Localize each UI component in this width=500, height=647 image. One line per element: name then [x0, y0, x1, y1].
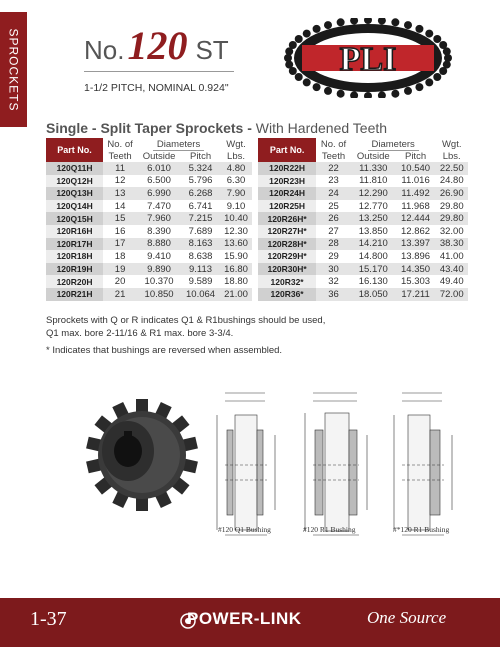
subtitle: 1-1/2 PITCH, NOMINAL 0.924": [84, 82, 229, 94]
gear-tooth: [313, 83, 321, 91]
part-no-cell: 120R36*: [258, 288, 316, 301]
gear-tooth: [337, 18, 345, 26]
teeth-cell: 22: [316, 162, 351, 175]
pitch-dia-cell: 11.016: [401, 175, 430, 187]
part-no-cell: 120Q11H: [46, 162, 103, 175]
weight-cell: 24.80: [439, 175, 464, 187]
outside-dia-cell: 6.990: [137, 187, 181, 200]
col-no-of: No. of: [320, 138, 347, 150]
teeth-cell: 19: [103, 263, 137, 276]
col-teeth: Teeth: [321, 150, 346, 162]
outside-dia-cell: 10.370: [144, 276, 174, 288]
gear-tooth: [378, 91, 386, 98]
teeth-cell: 16: [114, 225, 126, 237]
page-number: 1-37: [30, 608, 67, 630]
pitch-dia-cell: 8.638: [188, 250, 213, 262]
table-row: [258, 250, 468, 263]
weight-cell: 21.00: [220, 288, 252, 301]
pitch-dia-cell: 12.444: [396, 212, 436, 225]
pli-logo: [283, 18, 453, 98]
pitch-dia-cell: 13.397: [396, 238, 436, 251]
outside-dia-cell: 13.850: [358, 225, 388, 237]
pitch-dia-cell: 11.968: [401, 200, 430, 212]
gear-tooth: [364, 18, 372, 24]
gear-tooth: [425, 78, 433, 86]
weight-cell: 6.30: [226, 175, 246, 187]
col-wgt: Wgt.: [441, 138, 462, 150]
table-row: [258, 212, 468, 225]
part-no-cell: 120R18H: [46, 250, 103, 263]
pitch-dia-cell: 5.796: [188, 175, 213, 187]
part-no-cell: 120R20H: [46, 275, 103, 288]
gear-tooth: [404, 21, 412, 29]
r1-bushing-drawing: [295, 385, 385, 545]
col-diameters: [351, 138, 436, 150]
outside-dia-cell: 10.850: [137, 288, 181, 301]
weight-cell: 16.80: [220, 263, 252, 276]
teeth-cell: 14: [114, 200, 126, 212]
weight-cell: 10.40: [220, 212, 252, 225]
teeth-cell: 24: [316, 187, 351, 200]
table-row: [258, 187, 468, 200]
outside-dia-cell: 16.130: [358, 276, 388, 288]
part-no-cell: 120R24H: [258, 187, 316, 200]
part-no-cell: 120R23H: [258, 175, 316, 188]
col-outside: Outside: [356, 150, 390, 162]
outside-dia-cell: 14.210: [351, 238, 396, 251]
teeth-cell: 25: [328, 200, 339, 212]
weight-cell: 38.30: [435, 238, 468, 251]
teeth-cell: 36: [316, 288, 351, 301]
teeth-cell: 30: [316, 263, 351, 276]
outside-dia-cell: 6.010: [137, 162, 181, 175]
weight-cell: 9.10: [226, 200, 246, 212]
table-row: [46, 225, 252, 238]
spec-table-left: [46, 138, 252, 301]
part-no-cell: 120R27H*: [258, 225, 316, 238]
note-bushing: Sprockets with Q or R indicates Q1 & R1bushings should be used,: [46, 315, 326, 326]
part-no-cell: 120R28H*: [258, 238, 316, 251]
gear-tooth: [433, 35, 441, 43]
note-max-bore: Q1 max. bore 2-11/16 & R1 max. bore 3-3/4.: [46, 328, 234, 339]
part-no-cell: 120R30H*: [258, 263, 316, 276]
teeth-cell: 27: [328, 225, 339, 237]
section-title: [46, 120, 387, 136]
pitch-dia-cell: 15.303: [401, 276, 431, 288]
teeth-cell: 11: [103, 162, 137, 175]
caption-r1: #120 R1 Bushing: [303, 525, 356, 534]
table-row: [258, 263, 468, 276]
col-diameters-label: Diameters: [368, 139, 419, 151]
gear-tooth: [378, 18, 386, 25]
pitch-dia-cell: 11.492: [396, 187, 436, 200]
gear-tooth: [289, 41, 297, 49]
part-no-cell: 120Q13H: [46, 187, 103, 200]
table-row: [46, 175, 252, 188]
teeth-cell: 15: [103, 212, 137, 225]
part-no-cell: 120R17H: [46, 238, 103, 251]
outside-dia-cell: 7.470: [147, 200, 171, 212]
tagline: One Source: [367, 608, 447, 627]
outside-dia-cell: 7.960: [137, 212, 181, 225]
gear-tooth: [313, 25, 321, 33]
col-pitch: Pitch: [189, 150, 212, 162]
gear-tooth: [324, 87, 332, 95]
table-row: [46, 187, 252, 200]
pitch-dia-cell: 6.741: [188, 200, 213, 212]
teeth-cell: 26: [316, 212, 351, 225]
part-no-cell: 120R22H: [258, 162, 316, 175]
col-outside: Outside: [142, 150, 176, 162]
teeth-cell: 13: [103, 187, 137, 200]
pitch-dia-cell: 10.064: [181, 288, 220, 301]
logo-text: PLI: [339, 41, 397, 78]
gear-tooth: [391, 90, 399, 98]
gear-tooth: [364, 92, 372, 98]
col-lbs: Lbs.: [227, 150, 245, 162]
outside-dia-cell: 15.170: [351, 263, 396, 276]
table-row: [258, 238, 468, 251]
part-no-cell: 120R25H: [258, 200, 316, 213]
weight-cell: 22.50: [435, 162, 468, 175]
pitch-dia-cell: 12.862: [401, 225, 431, 237]
teeth-cell: 20: [114, 276, 126, 288]
outside-dia-cell: 9.890: [137, 263, 181, 276]
gear-tooth: [425, 30, 433, 38]
part-no-cell: 120Q15H: [46, 212, 103, 225]
weight-cell: 7.90: [220, 187, 252, 200]
title-rule: [84, 71, 234, 72]
outside-dia-cell: 11.810: [359, 175, 388, 187]
col-teeth: Teeth: [108, 150, 132, 162]
table-row: [46, 275, 252, 288]
table-row: [258, 275, 468, 288]
pitch-dia-cell: 13.896: [401, 250, 431, 262]
weight-cell: 18.80: [224, 276, 248, 288]
gear-tooth: [439, 67, 447, 75]
gear-tooth: [303, 30, 311, 38]
gear-tooth: [350, 18, 358, 25]
brand-name: POWER-LINK: [187, 609, 302, 628]
weight-cell: 72.00: [435, 288, 468, 301]
section-title-sub: With Hardened Teeth: [255, 120, 388, 136]
table-row: [46, 263, 252, 276]
sprocket-photo: [80, 375, 200, 535]
teeth-cell: 23: [328, 175, 339, 187]
pitch-dia-cell: 9.113: [181, 263, 220, 276]
part-no-cell: 120R26H*: [258, 212, 316, 225]
pitch-dia-cell: 7.689: [188, 225, 213, 237]
weight-cell: 29.80: [435, 212, 468, 225]
part-no-cell: 120R32*: [258, 275, 316, 288]
teeth-cell: 32: [328, 276, 339, 288]
col-pitch: Pitch: [404, 150, 427, 162]
title-number: 120: [127, 23, 188, 68]
table-row: [258, 288, 468, 301]
weight-cell: 43.40: [435, 263, 468, 276]
weight-cell: 29.80: [439, 200, 464, 212]
col-part-no: Part No.: [258, 138, 316, 162]
gear-tooth: [391, 18, 399, 26]
teeth-cell: 12: [114, 175, 126, 187]
title-block: [84, 22, 234, 94]
table-row: [46, 288, 252, 301]
weight-cell: 4.80: [220, 162, 252, 175]
outside-dia-cell: 13.250: [351, 212, 396, 225]
gear-tooth: [337, 90, 345, 98]
pitch-dia-cell: 10.540: [396, 162, 436, 175]
gear-tooth: [433, 73, 441, 81]
table-row: [46, 162, 252, 175]
weight-cell: 26.90: [435, 187, 468, 200]
outside-dia-cell: 14.800: [358, 250, 388, 262]
pitch-dia-cell: 9.589: [188, 276, 213, 288]
gear-tooth: [443, 47, 451, 55]
caption-q1: #120 Q1 Bushing: [218, 525, 271, 534]
q1-bushing-drawing: [205, 385, 295, 545]
table-row: [46, 200, 252, 213]
section-title-main: Single - Split Taper Sprockets -: [46, 120, 256, 136]
col-diameters: [137, 138, 220, 150]
pitch-dia-cell: 6.268: [181, 187, 220, 200]
gear-tooth: [324, 21, 332, 29]
outside-dia-cell: 12.770: [358, 200, 388, 212]
pitch-dia-cell: 17.211: [396, 288, 436, 301]
part-no-cell: 120R19H: [46, 263, 103, 276]
outside-dia-cell: 18.050: [351, 288, 396, 301]
title-line: [84, 22, 234, 69]
notes: [46, 314, 466, 357]
gear-tooth: [295, 35, 303, 43]
part-no-cell: 120R21H: [46, 288, 103, 301]
spec-rows-right: [258, 162, 468, 301]
spec-table-right: [258, 138, 468, 301]
table-row: [258, 175, 468, 188]
part-no-cell: 120Q12H: [46, 175, 103, 188]
weight-cell: 12.30: [224, 225, 248, 237]
weight-cell: 13.60: [220, 238, 252, 251]
outside-dia-cell: 6.500: [147, 175, 171, 187]
outside-dia-cell: 11.330: [351, 162, 396, 175]
weight-cell: 32.00: [439, 225, 464, 237]
teeth-cell: 21: [103, 288, 137, 301]
note-reversed: * Indicates that bushings are reversed when assembled.: [46, 345, 283, 356]
part-no-cell: 120R29H*: [258, 250, 316, 263]
weight-cell: 41.00: [439, 250, 464, 262]
part-no-cell: 120Q14H: [46, 200, 103, 213]
teeth-cell: 17: [103, 238, 137, 251]
gear-tooth: [295, 73, 303, 81]
pitch-dia-cell: 14.350: [396, 263, 436, 276]
table-row: [258, 225, 468, 238]
teeth-cell: 29: [328, 250, 339, 262]
gear-tooth: [415, 83, 423, 91]
outside-dia-cell: 8.390: [147, 225, 171, 237]
col-diameters-label: Diameters: [153, 139, 204, 151]
teeth-cell: 18: [114, 250, 126, 262]
side-tab: [0, 12, 27, 127]
outside-dia-cell: 8.880: [137, 238, 181, 251]
outside-dia-cell: 12.290: [351, 187, 396, 200]
table-row: [258, 200, 468, 213]
spec-rows-left: [46, 162, 252, 301]
r1-reversed-bushing-drawing: [382, 385, 472, 545]
outside-dia-cell: 9.410: [147, 250, 171, 262]
table-row: [46, 212, 252, 225]
col-lbs: Lbs.: [442, 150, 461, 162]
pitch-dia-cell: 7.215: [181, 212, 220, 225]
side-tab-label: SPROCKETS: [6, 27, 21, 112]
gear-tooth: [404, 87, 412, 95]
gear-tooth: [303, 78, 311, 86]
table-row: [258, 162, 468, 175]
col-part-no: Part No.: [46, 138, 103, 162]
teeth-cell: 28: [316, 238, 351, 251]
col-wgt: Wgt.: [226, 138, 246, 150]
title-suffix: ST: [195, 35, 229, 65]
caption-r1-reversed: #*120 R1 Bushing: [393, 525, 450, 534]
table-row: [46, 238, 252, 251]
pitch-dia-cell: 5.324: [181, 162, 220, 175]
gear-tooth: [350, 91, 358, 98]
gear-tooth: [415, 25, 423, 33]
weight-cell: 15.90: [224, 250, 248, 262]
col-no-of: No. of: [107, 138, 133, 150]
pitch-dia-cell: 8.163: [181, 238, 220, 251]
title-prefix: No.: [84, 35, 125, 65]
table-row: [46, 250, 252, 263]
weight-cell: 49.40: [439, 276, 464, 288]
part-no-cell: 120R16H: [46, 225, 103, 238]
